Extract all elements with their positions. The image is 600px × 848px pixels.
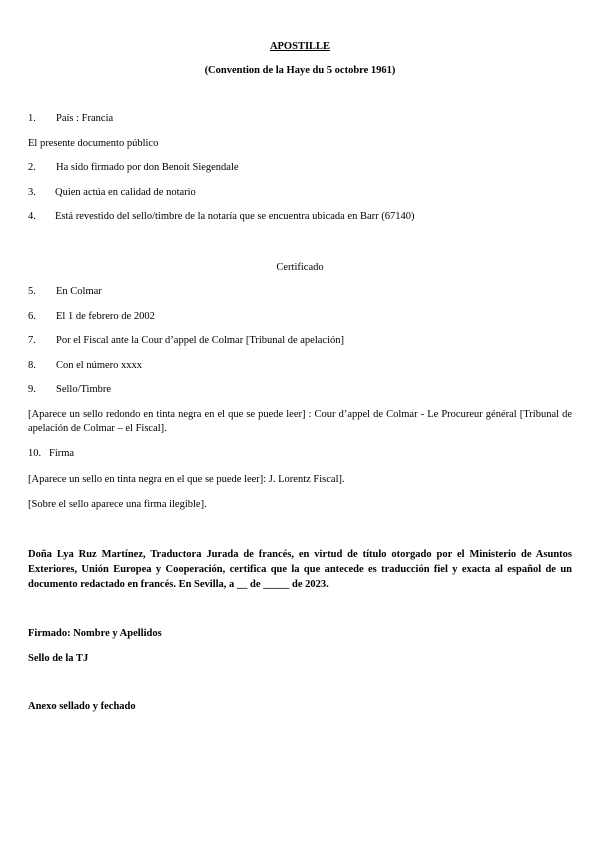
stamp-note: [Aparece un sello redondo en tinta negra en el que se puede leer] : Cour d’appel de Colmar - Le Procureur général [Tribunal de apelación de Colmar – el Fiscal]. — [28, 409, 572, 434]
item-number: 10. — [28, 448, 42, 459]
item-text: País : Francia — [56, 113, 114, 124]
signed-label: Firmado: Nombre y Apellidos — [28, 628, 162, 639]
item-10 — [28, 447, 572, 461]
annex-label: Anexo sellado y fechado — [28, 701, 136, 712]
item-5 — [28, 285, 572, 299]
item-7 — [28, 334, 572, 348]
item-2 — [28, 161, 572, 175]
item-9 — [28, 383, 572, 397]
item-text: El 1 de febrero de 2002 — [56, 311, 155, 322]
item-unnumbered — [28, 137, 572, 151]
item-number: 4. — [28, 211, 36, 222]
item-number: 8. — [28, 360, 36, 371]
item-number: 6. — [28, 311, 36, 322]
item-8 — [28, 359, 572, 373]
item-number: 9. — [28, 384, 36, 395]
item-number: 3. — [28, 187, 36, 198]
item-text: Quien actúa en calidad de notario — [55, 187, 196, 198]
item-3 — [28, 186, 572, 200]
document-title: APOSTILLE — [269, 41, 331, 52]
item-number: 2. — [28, 162, 36, 173]
item-6 — [28, 310, 572, 324]
item-number: 7. — [28, 335, 36, 346]
item-number: 1. — [28, 113, 36, 124]
item-text: Firma — [49, 448, 75, 459]
item-1 — [28, 112, 572, 126]
item-4 — [28, 210, 572, 224]
item-text: El presente documento público — [28, 138, 159, 149]
item-text: Ha sido firmado por don Benoit Siegendale — [56, 162, 239, 173]
translator-certification: Doña Lya Ruz Martínez, Traductora Jurada de francés, en virtud de título otorgado por el Ministerio de Asuntos Exteriores, Unión Europea y Cooperación, certifica que la que antecede es traducción fiel y exacta al español de un documento redactado en francés. En Sevilla, a __ de _____ de 2023. — [28, 549, 572, 590]
item-text: Sello/Timbre — [56, 384, 112, 395]
stamp-note-2: [Aparece un sello en tinta negra en el que se puede leer]: J. Lorentz Fiscal]. — [28, 474, 345, 485]
item-text: Con el número xxxx — [56, 360, 143, 371]
seal-label: Sello de la TJ — [28, 653, 89, 664]
signature-note: [Sobre el sello aparece una firma ilegible]. — [28, 499, 207, 510]
item-text: Por el Fiscal ante la Cour d’appel de Colmar [Tribunal de apelación] — [56, 335, 344, 346]
certificado-heading: Certificado — [276, 262, 324, 273]
document-subtitle: (Convention de la Haye du 5 octobre 1961) — [204, 65, 396, 76]
item-text: Está revestido del sello/timbre de la notaría que se encuentra ubicada en Barr (67140) — [55, 211, 415, 222]
item-text: En Colmar — [56, 286, 102, 297]
item-number: 5. — [28, 286, 36, 297]
